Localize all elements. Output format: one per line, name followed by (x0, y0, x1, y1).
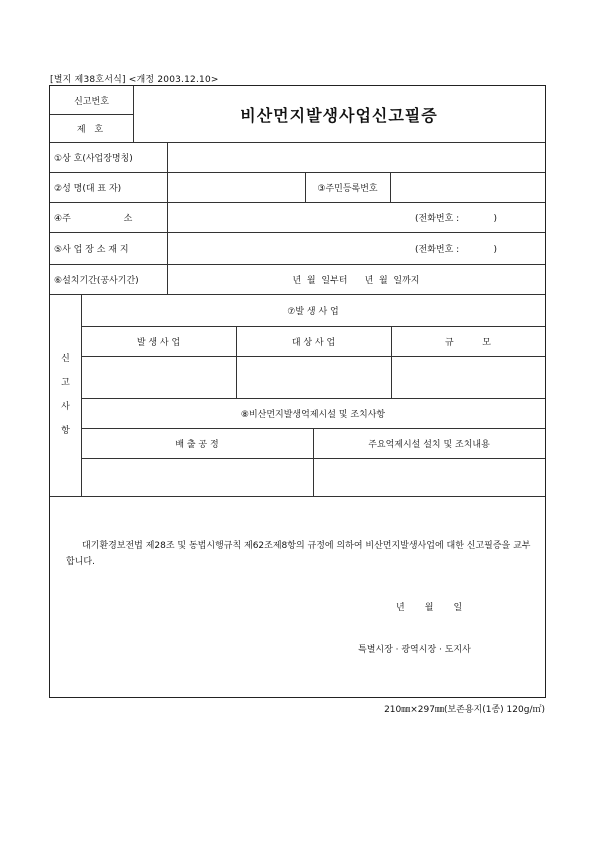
business-field[interactable] (81, 356, 236, 398)
divider (50, 294, 545, 295)
statement-text: 대기환경보전법 제28조 및 동법시행규칙 제62조제8항의 규정에 의하여 비산먼지발생사업에 대한 신고필증을 교부합니다. (66, 541, 531, 567)
certificate-form (49, 85, 546, 698)
report-section-label: 신 고 사 항 (61, 354, 70, 436)
form-number-note: [별지 제38호서식] <개정 2003.12.10> (50, 75, 219, 85)
divider (50, 114, 133, 115)
target-field[interactable] (236, 356, 391, 398)
divider (50, 232, 545, 233)
divider (81, 294, 82, 496)
col-business: 발 생 사 업 (136, 337, 181, 348)
name-label: ②성 명(대 표 자) (54, 183, 122, 194)
divider (81, 326, 545, 327)
divider (390, 172, 391, 202)
col-scale: 규 모 (445, 337, 491, 348)
business-name-label: ①상 호(사업장명칭) (54, 153, 133, 164)
site-phone: (전화번호 : ) (415, 244, 498, 255)
resident-no-field[interactable] (390, 172, 545, 202)
divider (50, 496, 545, 497)
measures-field[interactable] (313, 458, 545, 496)
period-label: ⑥설치기간(공사기간) (54, 275, 139, 286)
divider (313, 428, 314, 496)
col-target: 대 상 사 업 (291, 337, 336, 348)
divider (305, 172, 306, 202)
col-process: 배 출 공 정 (175, 439, 219, 450)
divider (50, 264, 545, 265)
divider (133, 86, 134, 142)
number-label: 제 호 (76, 124, 107, 135)
divider (391, 326, 392, 398)
divider (81, 356, 545, 357)
scale-field[interactable] (391, 356, 545, 398)
period-field[interactable]: 년 월 일부터 년 월 일까지 (292, 275, 420, 286)
divider (236, 326, 237, 398)
divider (50, 202, 545, 203)
site-location-label: ⑤사 업 장 소 재 지 (54, 244, 129, 255)
name-field[interactable] (167, 172, 305, 202)
divider (81, 398, 545, 399)
col-measures: 주요억제시설 설치 및 조치내용 (368, 439, 490, 450)
paper-spec-note: 210㎜×297㎜(보존용지(1종) 120g/㎡) (384, 705, 545, 715)
business-type-header: ⑦발 생 사 업 (287, 306, 339, 317)
issuer: 특별시장 · 광역시장 · 도지사 (358, 645, 471, 655)
address-label: ④주 소 (54, 213, 133, 224)
measures-header: ⑧비산먼지발생억제시설 및 조치사항 (240, 409, 386, 420)
divider (50, 172, 545, 173)
date-line: 년 월 일 (396, 603, 463, 613)
report-no-label: 신고번호 (74, 96, 109, 107)
process-field[interactable] (81, 458, 313, 496)
business-name-field[interactable] (167, 142, 545, 172)
divider (167, 142, 168, 294)
divider (50, 142, 545, 143)
page-title: 비산먼지발생사업신고필증 (240, 105, 438, 125)
resident-no-label: ③주민등록번호 (317, 183, 378, 194)
address-phone: (전화번호 : ) (415, 213, 498, 224)
